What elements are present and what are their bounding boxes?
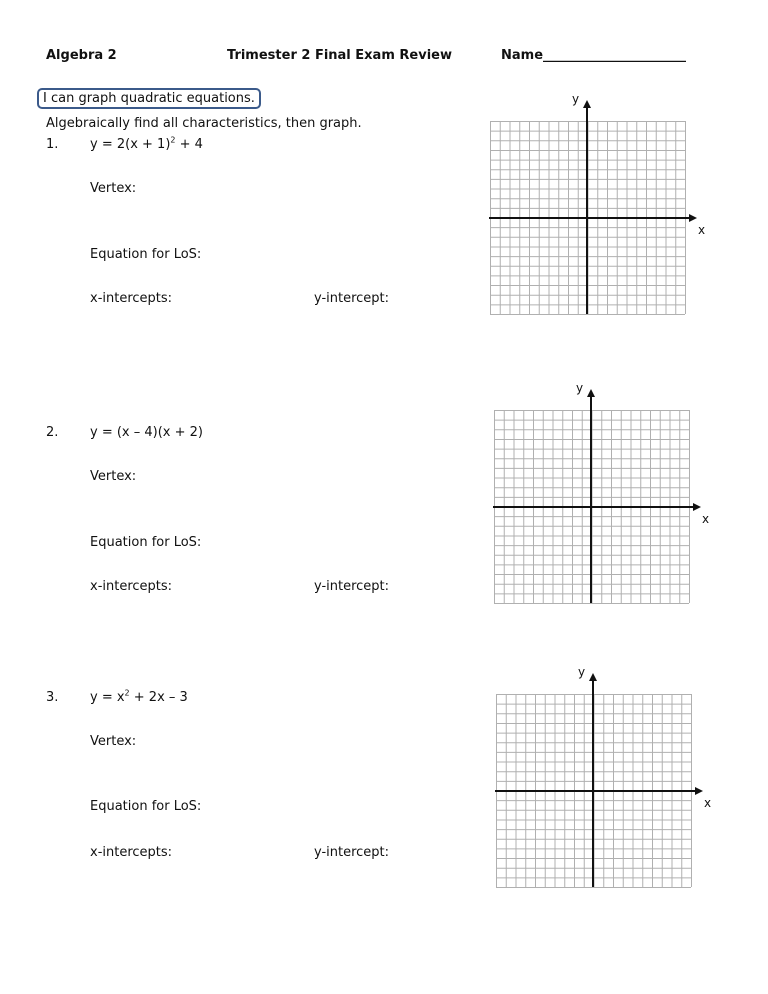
problem-1-vertex-label: Vertex: (90, 181, 137, 196)
problem-2-vertex-label: Vertex: (90, 469, 137, 484)
graph-1-x-label: x (698, 223, 706, 237)
graph-3-grid[interactable] (495, 665, 717, 897)
problem-1-y-intercept-label: y-intercept: (314, 291, 390, 306)
graph-3-x-label: x (704, 796, 712, 810)
graph-1-y-label: y (572, 92, 580, 106)
problem-1-los-label: Equation for LoS: (90, 247, 202, 262)
graph-2-grid[interactable] (493, 381, 715, 613)
course-name: Algebra 2 (46, 48, 117, 63)
y-axis-arrow (587, 389, 595, 397)
graph-2[interactable] (493, 381, 715, 613)
problem-2-los-label: Equation for LoS: (90, 535, 202, 550)
problem-1-equation: $y = 2(x + 1)^2 + 4$ (90, 135, 203, 152)
x-axis-arrow (693, 503, 701, 511)
problem-3-number: 3. (46, 690, 59, 705)
problem-1-number: 1. (46, 137, 59, 152)
x-axis-arrow (695, 787, 703, 795)
x-axis-arrow (689, 214, 697, 222)
problem-2-x-intercepts-label: x-intercepts: (90, 579, 173, 594)
graph-2-x-label: x (702, 512, 710, 526)
problem-2-equation: y = (x – 4)(x + 2) (90, 425, 203, 440)
graph-2-y-label: y (576, 381, 584, 395)
graph-3[interactable] (495, 665, 717, 897)
problem-3-y-intercept-label: y-intercept: (314, 845, 390, 860)
y-axis-arrow (583, 100, 591, 108)
problem-1-x-intercepts-label: x-intercepts: (90, 291, 173, 306)
problem-3-x-intercepts-label: x-intercepts: (90, 845, 173, 860)
problem-2-number: 2. (46, 425, 59, 440)
name-field[interactable]: Name______________________ (501, 48, 687, 63)
y-axis-arrow (589, 673, 597, 681)
graph-3-y-label: y (578, 665, 586, 679)
instructions: Algebraically find all characteristics, then graph. (46, 116, 362, 131)
graph-1-grid[interactable] (489, 92, 711, 324)
problem-3-los-label: Equation for LoS: (90, 799, 202, 814)
exam-title: Trimester 2 Final Exam Review (227, 48, 452, 63)
problem-3-equation: $y = x^2 + 2x - 3$ (90, 688, 188, 705)
objective-box: I can graph quadratic equations. (37, 88, 261, 109)
graph-1[interactable] (489, 92, 711, 324)
problem-2-y-intercept-label: y-intercept: (314, 579, 390, 594)
problem-3-vertex-label: Vertex: (90, 734, 137, 749)
